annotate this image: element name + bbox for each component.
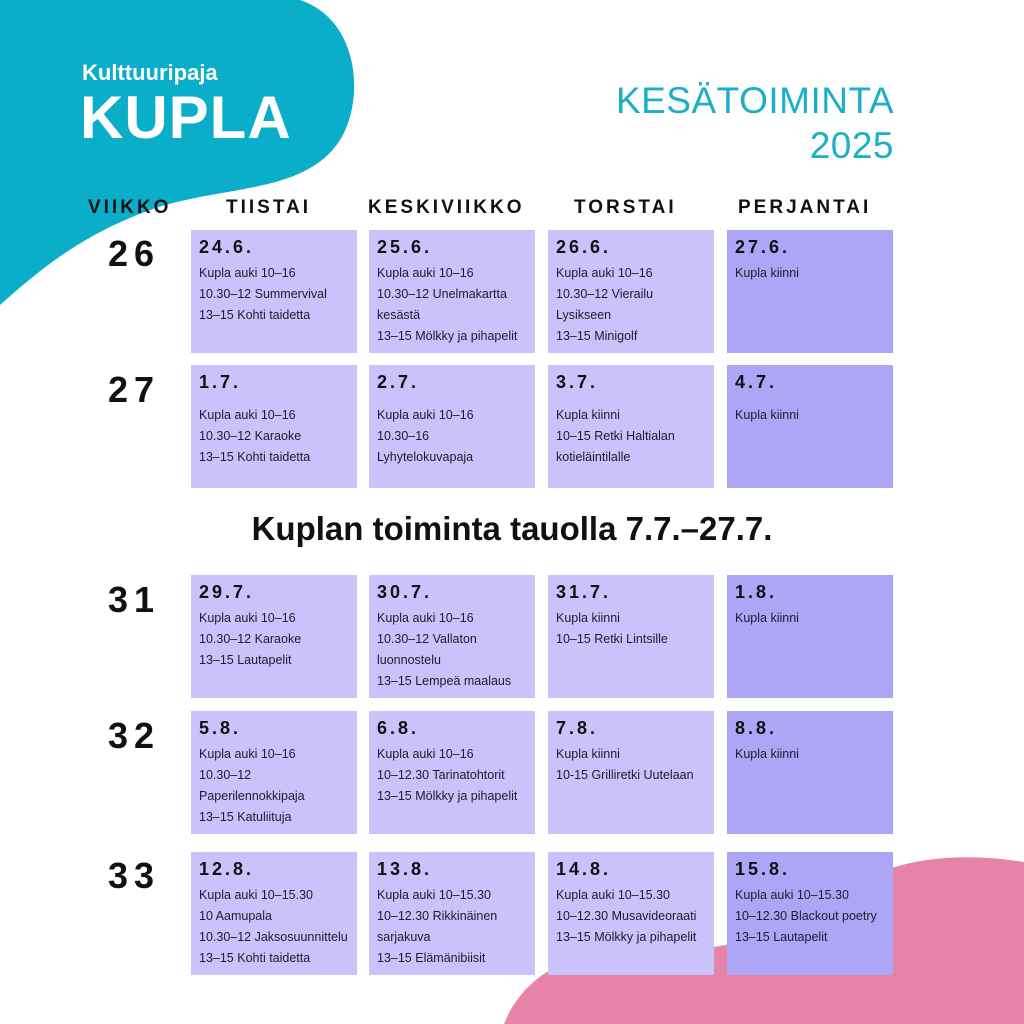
activity-line: 10–12.30 Musavideoraati <box>556 909 697 923</box>
day-activities <box>556 885 708 948</box>
activity-line: Kupla auki 10–16 <box>556 266 653 280</box>
column-header-tuesday: TIISTAI <box>226 197 312 218</box>
day-date: 14.8. <box>556 859 612 879</box>
activity-line: Kupla auki 10–15.30 <box>199 888 313 902</box>
brand-logo-text: KUPLA <box>80 84 292 151</box>
day-activities <box>556 608 708 650</box>
activity-line: 13–15 Lautapelit <box>735 930 828 944</box>
activity-line: Kupla auki 10–16 <box>199 611 296 625</box>
day-cell <box>548 852 714 975</box>
day-activities <box>735 744 887 765</box>
activity-line: 13–15 Kohti taidetta <box>199 450 311 464</box>
season-heading <box>616 78 894 168</box>
day-date: 24.6. <box>199 237 255 257</box>
activity-line: 13–15 Mölkky ja pihapelit <box>377 329 518 343</box>
day-activities <box>735 608 887 629</box>
activity-line: 10.30–12 Vierailu <box>556 287 654 301</box>
day-cell <box>727 852 893 975</box>
day-date: 7.8. <box>556 718 599 738</box>
activity-line: Kupla kiinni <box>556 408 620 422</box>
activity-line: kesästä <box>377 308 421 322</box>
week-number: 26 <box>108 233 161 274</box>
day-cell <box>369 365 535 488</box>
activity-line: 13–15 Mölkky ja pihapelit <box>377 789 518 803</box>
activity-line: 13–15 Minigolf <box>556 329 638 343</box>
day-cell <box>727 711 893 834</box>
activity-line: Kupla kiinni <box>556 747 620 761</box>
day-cell <box>548 575 714 698</box>
day-date: 25.6. <box>377 237 433 257</box>
day-activities <box>199 608 351 671</box>
week-number: 31 <box>108 579 161 620</box>
day-activities <box>199 405 351 468</box>
day-date: 26.6. <box>556 237 612 257</box>
activity-line: Kupla auki 10–16 <box>377 266 474 280</box>
day-date: 30.7. <box>377 582 433 602</box>
activity-line: 10.30–12 Vallaton <box>377 632 477 646</box>
column-header-wednesday: KESKIVIIKKO <box>368 197 525 218</box>
day-date: 27.6. <box>735 237 791 257</box>
activity-line: 13–15 Mölkky ja pihapelit <box>556 930 697 944</box>
activity-line: 10.30–12 Unelmakartta <box>377 287 507 301</box>
day-cell <box>369 852 535 975</box>
day-activities <box>735 405 887 426</box>
season-title: KESÄTOIMINTA <box>615 80 894 121</box>
activity-line: 13–15 Lempeä maalaus <box>377 674 512 688</box>
day-date: 15.8. <box>735 859 791 879</box>
day-date: 31.7. <box>556 582 612 602</box>
day-activities <box>735 263 887 284</box>
day-activities <box>556 405 708 468</box>
day-cell <box>369 575 535 698</box>
day-cell <box>191 575 357 698</box>
brand-subtitle: Kulttuuripaja <box>82 60 218 85</box>
day-date: 8.8. <box>735 718 778 738</box>
day-activities <box>199 744 351 828</box>
day-date: 3.7. <box>556 372 599 392</box>
activity-line: Kupla kiinni <box>735 611 799 625</box>
day-cell <box>191 230 357 353</box>
activity-line: Kupla auki 10–16 <box>199 408 296 422</box>
day-cell <box>727 230 893 353</box>
activity-line: 10-15 Grilliretki Uutelaan <box>556 768 694 782</box>
day-activities <box>377 263 529 347</box>
day-cell <box>727 365 893 488</box>
activity-line: 10.30–12 Summervival <box>199 287 327 301</box>
day-activities <box>199 263 351 326</box>
week-number: 33 <box>108 855 161 896</box>
week-number: 27 <box>108 369 161 410</box>
day-activities <box>377 608 529 692</box>
day-cell <box>191 852 357 975</box>
activity-line: Kupla auki 10–15.30 <box>735 888 849 902</box>
activity-line: Kupla kiinni <box>735 408 799 422</box>
activity-line: Kupla kiinni <box>556 611 620 625</box>
activity-line: 13–15 Kohti taidetta <box>199 308 311 322</box>
day-activities <box>556 744 708 786</box>
activity-line: 10.30–12 Karaoke <box>199 632 302 646</box>
pause-notice: Kuplan toiminta tauolla 7.7.–27.7. <box>251 510 773 547</box>
day-cell <box>548 365 714 488</box>
day-cell <box>191 365 357 488</box>
activity-line: 10–15 Retki Lintsille <box>556 632 668 646</box>
day-date: 5.8. <box>199 718 242 738</box>
day-activities <box>377 744 529 807</box>
activity-line: Lysikseen <box>556 308 612 322</box>
activity-line: 10.30–12 <box>199 768 252 782</box>
day-cell <box>369 711 535 834</box>
activity-line: 10 Aamupala <box>199 909 272 923</box>
day-date: 1.7. <box>199 372 242 392</box>
activity-line: 10.30–12 Karaoke <box>199 429 302 443</box>
day-activities <box>377 405 529 468</box>
activity-line: Kupla kiinni <box>735 747 799 761</box>
day-activities <box>556 263 708 347</box>
activity-line: 13–15 Katuliituja <box>199 810 292 824</box>
activity-line: 13–15 Elämänibiisit <box>377 951 486 965</box>
day-cell <box>548 230 714 353</box>
activity-line: sarjakuva <box>377 930 431 944</box>
day-date: 1.8. <box>735 582 778 602</box>
activity-line: Kupla auki 10–15.30 <box>377 888 491 902</box>
activity-line: 10.30–12 Jaksosuunnittelu <box>199 930 348 944</box>
activity-line: Kupla kiinni <box>735 266 799 280</box>
activity-line: 13–15 Kohti taidetta <box>199 951 311 965</box>
activity-line: 10–12.30 Tarinatohtorit <box>377 768 505 782</box>
day-activities <box>199 885 351 969</box>
day-cell <box>191 711 357 834</box>
activity-line: Kupla auki 10–16 <box>377 611 474 625</box>
activity-line: 10–12.30 Blackout poetry <box>735 909 877 923</box>
season-year: 2025 <box>809 125 894 167</box>
day-cell <box>727 575 893 698</box>
day-activities <box>735 885 887 948</box>
column-header-thursday: TORSTAI <box>574 197 677 218</box>
day-date: 13.8. <box>377 859 433 879</box>
activity-line: 10–12.30 Rikkinäinen <box>377 909 498 923</box>
activity-line: Lyhytelokuvapaja <box>377 450 474 464</box>
activity-line: kotieläintilalle <box>556 450 631 464</box>
activity-line: Kupla auki 10–16 <box>199 266 296 280</box>
day-cell <box>369 230 535 353</box>
activity-line: luonnostelu <box>377 653 441 667</box>
day-date: 2.7. <box>377 372 420 392</box>
column-header-week: VIIKKO <box>88 197 172 218</box>
activity-line: Kupla auki 10–16 <box>377 408 474 422</box>
day-date: 29.7. <box>199 582 255 602</box>
day-date: 4.7. <box>735 372 778 392</box>
activity-line: Paperilennokkipaja <box>199 789 305 803</box>
activity-line: 10–15 Retki Haltialan <box>556 429 675 443</box>
day-date: 12.8. <box>199 859 255 879</box>
activity-line: Kupla auki 10–15.30 <box>556 888 670 902</box>
activity-line: 13–15 Lautapelit <box>199 653 292 667</box>
column-header-friday: PERJANTAI <box>738 197 872 218</box>
activity-line: 10.30–16 <box>377 429 430 443</box>
week-number: 32 <box>108 715 161 756</box>
day-date: 6.8. <box>377 718 420 738</box>
day-cell <box>548 711 714 834</box>
activity-line: Kupla auki 10–16 <box>199 747 296 761</box>
activity-line: Kupla auki 10–16 <box>377 747 474 761</box>
day-activities <box>377 885 529 969</box>
